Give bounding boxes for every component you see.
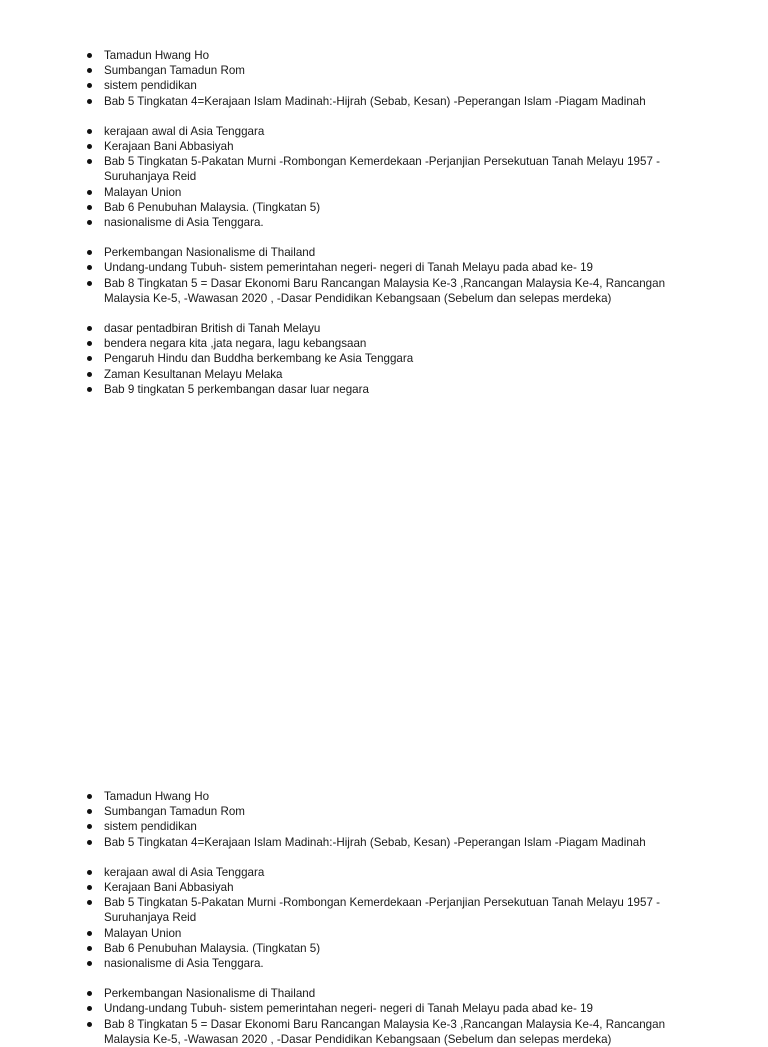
list-item-text: Bab 9 tingkatan 5 perkembangan dasar luar negara: [104, 382, 369, 396]
list-item: [0, 276, 768, 306]
list-item: [0, 321, 768, 336]
list-item-text: sistem pendidikan: [104, 79, 197, 93]
list-item-text: Kerajaan Bani Abbasiyah: [104, 140, 234, 154]
list-item-text: nasionalisme di Asia Tenggara.: [104, 216, 264, 230]
list-item: [0, 351, 768, 366]
bullet-dot: [87, 387, 92, 392]
bullet-dot: [87, 83, 92, 88]
list-item-text: Perkembangan Nasionalisme di Thailand: [104, 246, 316, 260]
list-item: [0, 895, 768, 925]
bullet-dot: [87, 931, 92, 936]
list-item-text: Malayan Union: [104, 185, 182, 199]
list-item: [0, 835, 768, 850]
bullet-dot: [87, 900, 92, 905]
bullet-dot: [87, 68, 92, 73]
list-item: [0, 865, 768, 880]
bullet-dot: [87, 220, 92, 225]
bullet-dot: [87, 809, 92, 814]
list-item-text: Undang-undang Tubuh- sistem pemerintahan negeri- negeri di Tanah Melayu pada abad ke- 19: [104, 261, 593, 275]
bullet-dot: [87, 144, 92, 149]
list-item-text: Tamadun Hwang Ho: [104, 49, 210, 62]
bullet-dot: [87, 356, 92, 361]
list-item-text: Pengaruh Hindu dan Buddha berkembang ke Asia Tenggara: [104, 352, 414, 366]
list-item-text: Bab 8 Tingkatan 5 = Dasar Ekonomi Baru Rancangan Malaysia Ke-3 ,Rancangan Malaysia Ke-4, Rancangan Malaysia Ke-5, -Wawasan 2020 , -Dasar Pendidikan Kebangsaan (Sebelum dan selepas merdeka): [104, 276, 666, 305]
list-item-text: Bab 6 Penubuhan Malaysia. (Tingkatan 5): [104, 200, 321, 214]
list-item: [0, 78, 768, 93]
bullet-dot: [87, 946, 92, 951]
bullet-dot: [87, 53, 92, 58]
list-item: [0, 215, 768, 230]
list-item: [0, 819, 768, 834]
list-item: [0, 804, 768, 819]
bullet-group-4: [0, 321, 768, 397]
bullet-dot: [87, 129, 92, 134]
list-item: [0, 245, 768, 260]
list-item-text: dasar pentadbiran British di Tanah Melayu: [104, 322, 321, 336]
bullet-dot: [87, 1022, 92, 1027]
list-item-text: Undang-undang Tubuh- sistem pemerintahan negeri- negeri di Tanah Melayu pada abad ke- 19: [104, 1002, 593, 1016]
page-1-content: [0, 48, 768, 397]
list-item: [0, 941, 768, 956]
list-item-text: Perkembangan Nasionalisme di Thailand: [104, 987, 316, 1001]
bullet-dot: [87, 190, 92, 195]
bullet-group-2: [0, 124, 768, 230]
list-item: [0, 260, 768, 275]
list-item-text: Sumbangan Tamadun Rom: [104, 805, 245, 819]
bullet-dot: [87, 840, 92, 845]
list-item-text: Malayan Union: [104, 926, 182, 940]
list-item-text: kerajaan awal di Asia Tenggara: [104, 124, 265, 138]
bullet-dot: [87, 326, 92, 331]
page-2-content: [0, 789, 768, 1047]
list-item: [0, 63, 768, 78]
list-item: [0, 880, 768, 895]
bullet-dot: [87, 824, 92, 829]
list-item: [0, 367, 768, 382]
list-item: [0, 154, 768, 184]
list-item-text: Bab 6 Penubuhan Malaysia. (Tingkatan 5): [104, 941, 321, 955]
list-item-text: Bab 5 Tingkatan 4=Kerajaan Islam Madinah:-Hijrah (Sebab, Kesan) -Peperangan Islam -Piagam Madinah: [104, 835, 646, 849]
list-item: [0, 956, 768, 971]
bullet-dot: [87, 159, 92, 164]
bullet-group-3: [0, 245, 768, 306]
list-item-text: Bab 8 Tingkatan 5 = Dasar Ekonomi Baru Rancangan Malaysia Ke-3 ,Rancangan Malaysia Ke-4, Rancangan Malaysia Ke-5, -Wawasan 2020 , -Dasar Pendidikan Kebangsaan (Sebelum dan selepas merdeka): [104, 1017, 666, 1046]
bullet-group-2: [0, 865, 768, 971]
list-item: [0, 926, 768, 941]
bullet-dot: [87, 961, 92, 966]
list-item-text: Sumbangan Tamadun Rom: [104, 64, 245, 78]
bullet-dot: [87, 205, 92, 210]
list-item-text: Bab 5 Tingkatan 5-Pakatan Murni -Rombongan Kemerdekaan -Perjanjian Persekutuan Tanah Melayu 1957 -Suruhanjaya Reid: [104, 896, 660, 925]
bullet-dot: [87, 250, 92, 255]
list-item-text: sistem pendidikan: [104, 820, 197, 834]
bullet-group-3: [0, 986, 768, 1047]
list-item: [0, 124, 768, 139]
list-item: [0, 48, 768, 63]
list-item: [0, 139, 768, 154]
bullet-dot: [87, 99, 92, 104]
list-item-text: nasionalisme di Asia Tenggara.: [104, 957, 264, 971]
bullet-dot: [87, 991, 92, 996]
bullet-dot: [87, 265, 92, 270]
bullet-dot: [87, 885, 92, 890]
list-item-text: Zaman Kesultanan Melayu Melaka: [104, 367, 283, 381]
list-item-text: kerajaan awal di Asia Tenggara: [104, 865, 265, 879]
list-item-text: Kerajaan Bani Abbasiyah: [104, 881, 234, 895]
list-item: [0, 986, 768, 1001]
bullet-group-1: [0, 48, 768, 109]
list-item: [0, 94, 768, 109]
list-item: [0, 1017, 768, 1047]
bullet-dot: [87, 281, 92, 286]
bullet-dot: [87, 794, 92, 799]
bullet-dot: [87, 341, 92, 346]
list-item-text: Bab 5 Tingkatan 4=Kerajaan Islam Madinah:-Hijrah (Sebab, Kesan) -Peperangan Islam -Piagam Madinah: [104, 94, 646, 108]
bullet-dot: [87, 372, 92, 377]
list-item: [0, 382, 768, 397]
list-item-text: Bab 5 Tingkatan 5-Pakatan Murni -Rombongan Kemerdekaan -Perjanjian Persekutuan Tanah Melayu 1957 -Suruhanjaya Reid: [104, 155, 660, 184]
list-item: [0, 336, 768, 351]
list-item: [0, 200, 768, 215]
list-item: [0, 789, 768, 804]
bullet-dot: [87, 1006, 92, 1011]
list-item: [0, 185, 768, 200]
bullet-dot: [87, 870, 92, 875]
bullet-group-1: [0, 789, 768, 850]
list-item-text: bendera negara kita ,jata negara, lagu kebangsaan: [104, 337, 367, 351]
list-item: [0, 1001, 768, 1016]
list-item-text: Tamadun Hwang Ho: [104, 790, 210, 803]
